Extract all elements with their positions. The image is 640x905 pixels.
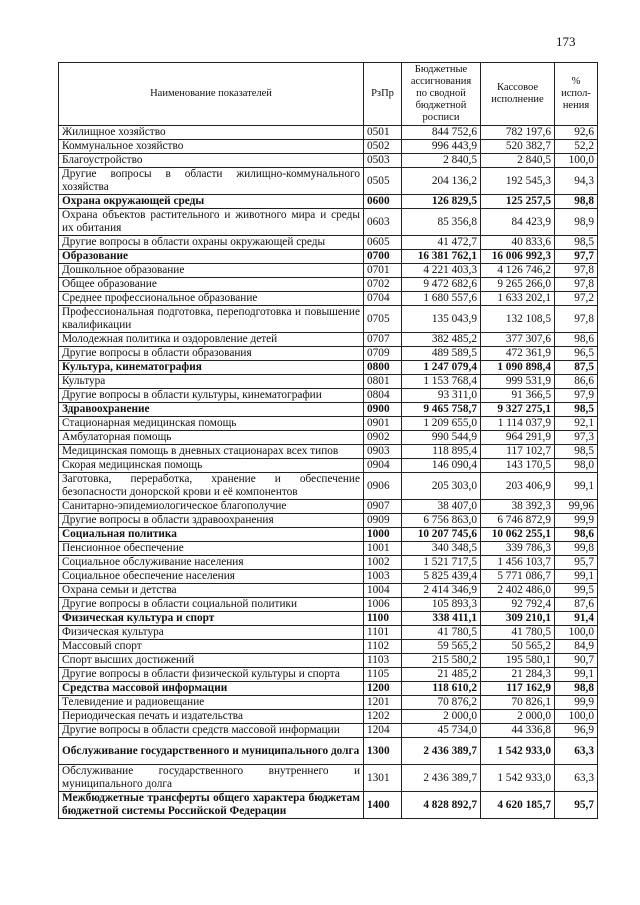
row-code-cell: 1300 — [364, 738, 402, 765]
table-row — [59, 584, 598, 598]
row-execution-percent-cell: 95,7 — [555, 556, 598, 570]
row-cash-execution-cell: 2 402 486,0 — [481, 584, 555, 598]
row-budget-allocations-cell: 1 521 717,5 — [402, 556, 481, 570]
row-cash-execution-cell: 309 210,1 — [481, 612, 555, 626]
row-execution-percent-cell: 99,96 — [555, 500, 598, 514]
table-row — [59, 417, 598, 431]
row-name-cell: Образование — [59, 250, 364, 264]
row-name-cell: Профессиональная подготовка, переподготовка и повышение квалификации — [59, 306, 364, 333]
row-execution-percent-cell: 92,1 — [555, 417, 598, 431]
row-cash-execution-cell: 9 265 266,0 — [481, 278, 555, 292]
row-budget-allocations-cell: 340 348,5 — [402, 542, 481, 556]
row-code-cell: 0901 — [364, 417, 402, 431]
row-code-cell: 0906 — [364, 473, 402, 500]
row-name-cell: Пенсионное обеспечение — [59, 542, 364, 556]
row-budget-allocations-cell: 118 895,4 — [402, 445, 481, 459]
row-cash-execution-cell: 21 284,3 — [481, 668, 555, 682]
row-budget-allocations-cell: 338 411,1 — [402, 612, 481, 626]
row-execution-percent-cell: 97,8 — [555, 264, 598, 278]
row-code-cell: 0900 — [364, 403, 402, 417]
table-row — [59, 542, 598, 556]
row-execution-percent-cell: 92,6 — [555, 126, 598, 140]
row-name-cell: Скорая медицинская помощь — [59, 459, 364, 473]
table-row — [59, 654, 598, 668]
table-row — [59, 724, 598, 738]
row-execution-percent-cell: 99,1 — [555, 668, 598, 682]
row-name-cell: Культура — [59, 375, 364, 389]
row-execution-percent-cell: 100,0 — [555, 154, 598, 168]
row-budget-allocations-cell: 21 485,2 — [402, 668, 481, 682]
table-row — [59, 389, 598, 403]
row-cash-execution-cell: 377 307,6 — [481, 333, 555, 347]
row-code-cell: 1202 — [364, 710, 402, 724]
row-code-cell: 0600 — [364, 195, 402, 209]
row-execution-percent-cell: 97,3 — [555, 431, 598, 445]
row-code-cell: 1000 — [364, 528, 402, 542]
row-budget-allocations-cell: 4 828 892,7 — [402, 792, 481, 819]
table-row — [59, 570, 598, 584]
row-execution-percent-cell: 100,0 — [555, 626, 598, 640]
table-row — [59, 710, 598, 724]
table-row — [59, 250, 598, 264]
row-name-cell: Здравоохранение — [59, 403, 364, 417]
row-code-cell: 0707 — [364, 333, 402, 347]
header-indicator-name: Наименование показателей — [59, 63, 364, 126]
table-row — [59, 598, 598, 612]
row-cash-execution-cell: 4 620 185,7 — [481, 792, 555, 819]
row-code-cell: 0904 — [364, 459, 402, 473]
row-name-cell: Амбулаторная помощь — [59, 431, 364, 445]
row-cash-execution-cell: 1 114 037,9 — [481, 417, 555, 431]
row-budget-allocations-cell: 126 829,5 — [402, 195, 481, 209]
row-execution-percent-cell: 98,5 — [555, 236, 598, 250]
table-body — [59, 126, 598, 819]
row-budget-allocations-cell: 41 472,7 — [402, 236, 481, 250]
row-name-cell: Другие вопросы в области образования — [59, 347, 364, 361]
row-code-cell: 1001 — [364, 542, 402, 556]
row-cash-execution-cell: 92 792,4 — [481, 598, 555, 612]
row-cash-execution-cell: 2 000,0 — [481, 710, 555, 724]
row-cash-execution-cell: 195 580,1 — [481, 654, 555, 668]
table-row — [59, 333, 598, 347]
row-execution-percent-cell: 52,2 — [555, 140, 598, 154]
row-cash-execution-cell: 117 162,9 — [481, 682, 555, 696]
table-row — [59, 126, 598, 140]
row-execution-percent-cell: 99,9 — [555, 514, 598, 528]
row-cash-execution-cell: 84 423,9 — [481, 209, 555, 236]
row-budget-allocations-cell: 996 443,9 — [402, 140, 481, 154]
row-name-cell: Периодическая печать и издательства — [59, 710, 364, 724]
row-budget-allocations-cell: 41 780,5 — [402, 626, 481, 640]
row-budget-allocations-cell: 2 436 389,7 — [402, 738, 481, 765]
table-row — [59, 528, 598, 542]
row-name-cell: Массовый спорт — [59, 640, 364, 654]
row-budget-allocations-cell: 844 752,6 — [402, 126, 481, 140]
row-cash-execution-cell: 2 840,5 — [481, 154, 555, 168]
budget-execution-table — [58, 62, 598, 819]
row-cash-execution-cell: 1 456 103,7 — [481, 556, 555, 570]
row-code-cell: 1102 — [364, 640, 402, 654]
row-name-cell: Спорт высших достижений — [59, 654, 364, 668]
row-budget-allocations-cell: 1 153 768,4 — [402, 375, 481, 389]
row-budget-allocations-cell: 135 043,9 — [402, 306, 481, 333]
row-cash-execution-cell: 192 545,3 — [481, 168, 555, 195]
row-cash-execution-cell: 6 746 872,9 — [481, 514, 555, 528]
row-execution-percent-cell: 94,3 — [555, 168, 598, 195]
row-name-cell: Другие вопросы в области культуры, кинематографии — [59, 389, 364, 403]
row-name-cell: Охрана объектов растительного и животного мира и среды их обитания — [59, 209, 364, 236]
row-cash-execution-cell: 16 006 992,3 — [481, 250, 555, 264]
row-execution-percent-cell: 97,8 — [555, 278, 598, 292]
row-name-cell: Жилищное хозяйство — [59, 126, 364, 140]
row-cash-execution-cell: 70 826,1 — [481, 696, 555, 710]
row-cash-execution-cell: 203 406,9 — [481, 473, 555, 500]
row-code-cell: 0503 — [364, 154, 402, 168]
table-row — [59, 765, 598, 792]
row-name-cell: Дошкольное образование — [59, 264, 364, 278]
row-name-cell: Социальная политика — [59, 528, 364, 542]
table-row — [59, 236, 598, 250]
row-budget-allocations-cell: 489 589,5 — [402, 347, 481, 361]
row-execution-percent-cell: 99,1 — [555, 473, 598, 500]
row-execution-percent-cell: 100,0 — [555, 710, 598, 724]
row-code-cell: 1006 — [364, 598, 402, 612]
row-name-cell: Физическая культура — [59, 626, 364, 640]
table-row — [59, 278, 598, 292]
table-row — [59, 612, 598, 626]
row-cash-execution-cell: 339 786,3 — [481, 542, 555, 556]
row-code-cell: 0702 — [364, 278, 402, 292]
header-cash-execution: Кассовое исполнение — [481, 63, 555, 126]
row-name-cell: Обслуживание государственного и муниципального долга — [59, 738, 364, 765]
row-cash-execution-cell: 472 361,9 — [481, 347, 555, 361]
row-cash-execution-cell: 125 257,5 — [481, 195, 555, 209]
row-cash-execution-cell: 1 542 933,0 — [481, 738, 555, 765]
row-name-cell: Другие вопросы в области социальной политики — [59, 598, 364, 612]
table-row — [59, 195, 598, 209]
row-code-cell: 0907 — [364, 500, 402, 514]
table-row — [59, 431, 598, 445]
row-execution-percent-cell: 98,0 — [555, 459, 598, 473]
row-name-cell: Коммунальное хозяйство — [59, 140, 364, 154]
row-budget-allocations-cell: 59 565,2 — [402, 640, 481, 654]
header-execution-percent: % испол-нения — [555, 63, 598, 126]
table-row — [59, 306, 598, 333]
table-row — [59, 682, 598, 696]
row-cash-execution-cell: 9 327 275,1 — [481, 403, 555, 417]
row-cash-execution-cell: 44 336,8 — [481, 724, 555, 738]
row-execution-percent-cell: 98,5 — [555, 445, 598, 459]
table-row — [59, 556, 598, 570]
row-execution-percent-cell: 97,9 — [555, 389, 598, 403]
row-execution-percent-cell: 98,6 — [555, 333, 598, 347]
row-budget-allocations-cell: 382 485,2 — [402, 333, 481, 347]
row-code-cell: 1003 — [364, 570, 402, 584]
row-cash-execution-cell: 4 126 746,2 — [481, 264, 555, 278]
row-budget-allocations-cell: 1 247 079,4 — [402, 361, 481, 375]
row-execution-percent-cell: 87,6 — [555, 598, 598, 612]
row-name-cell: Другие вопросы в области здравоохранения — [59, 514, 364, 528]
table-row — [59, 473, 598, 500]
table-row — [59, 361, 598, 375]
row-budget-allocations-cell: 38 407,0 — [402, 500, 481, 514]
row-budget-allocations-cell: 9 465 758,7 — [402, 403, 481, 417]
row-execution-percent-cell: 87,5 — [555, 361, 598, 375]
row-name-cell: Общее образование — [59, 278, 364, 292]
row-cash-execution-cell: 38 392,3 — [481, 500, 555, 514]
table-row — [59, 375, 598, 389]
row-cash-execution-cell: 964 291,9 — [481, 431, 555, 445]
table-row — [59, 154, 598, 168]
row-code-cell: 0704 — [364, 292, 402, 306]
row-name-cell: Стационарная медицинская помощь — [59, 417, 364, 431]
header-budget-allocations: Бюджетные ассигнования по сводной бюджетной росписи — [402, 63, 481, 126]
row-budget-allocations-cell: 204 136,2 — [402, 168, 481, 195]
row-execution-percent-cell: 99,5 — [555, 584, 598, 598]
row-execution-percent-cell: 86,6 — [555, 375, 598, 389]
row-execution-percent-cell: 95,7 — [555, 792, 598, 819]
table-row — [59, 668, 598, 682]
table-header-row — [59, 63, 598, 126]
row-name-cell: Межбюджетные трансферты общего характера бюджетам бюджетной системы Российской Федерации — [59, 792, 364, 819]
table-row — [59, 500, 598, 514]
row-cash-execution-cell: 999 531,9 — [481, 375, 555, 389]
page-number: 173 — [556, 34, 576, 49]
row-code-cell: 1002 — [364, 556, 402, 570]
row-budget-allocations-cell: 9 472 682,6 — [402, 278, 481, 292]
row-cash-execution-cell: 1 090 898,4 — [481, 361, 555, 375]
row-code-cell: 0603 — [364, 209, 402, 236]
row-budget-allocations-cell: 16 381 762,1 — [402, 250, 481, 264]
row-code-cell: 0800 — [364, 361, 402, 375]
row-cash-execution-cell: 1 542 933,0 — [481, 765, 555, 792]
table-row — [59, 347, 598, 361]
row-budget-allocations-cell: 105 893,3 — [402, 598, 481, 612]
row-budget-allocations-cell: 45 734,0 — [402, 724, 481, 738]
row-execution-percent-cell: 99,8 — [555, 542, 598, 556]
row-code-cell: 1200 — [364, 682, 402, 696]
row-cash-execution-cell: 1 633 202,1 — [481, 292, 555, 306]
row-name-cell: Другие вопросы в области физической культуры и спорта — [59, 668, 364, 682]
row-execution-percent-cell: 91,4 — [555, 612, 598, 626]
row-execution-percent-cell: 98,8 — [555, 195, 598, 209]
row-execution-percent-cell: 98,9 — [555, 209, 598, 236]
table-row — [59, 514, 598, 528]
row-code-cell: 1301 — [364, 765, 402, 792]
row-cash-execution-cell: 41 780,5 — [481, 626, 555, 640]
row-execution-percent-cell: 97,2 — [555, 292, 598, 306]
row-code-cell: 0801 — [364, 375, 402, 389]
row-budget-allocations-cell: 93 311,0 — [402, 389, 481, 403]
row-code-cell: 1105 — [364, 668, 402, 682]
row-execution-percent-cell: 97,8 — [555, 306, 598, 333]
table-row — [59, 403, 598, 417]
table-row — [59, 292, 598, 306]
row-execution-percent-cell: 99,9 — [555, 696, 598, 710]
row-execution-percent-cell: 98,8 — [555, 682, 598, 696]
row-code-cell: 1004 — [364, 584, 402, 598]
row-budget-allocations-cell: 10 207 745,6 — [402, 528, 481, 542]
row-budget-allocations-cell: 70 876,2 — [402, 696, 481, 710]
row-budget-allocations-cell: 990 544,9 — [402, 431, 481, 445]
row-cash-execution-cell: 91 366,5 — [481, 389, 555, 403]
row-cash-execution-cell: 10 062 255,1 — [481, 528, 555, 542]
row-code-cell: 1100 — [364, 612, 402, 626]
row-code-cell: 0701 — [364, 264, 402, 278]
table-row — [59, 445, 598, 459]
row-code-cell: 0902 — [364, 431, 402, 445]
row-execution-percent-cell: 63,3 — [555, 738, 598, 765]
row-name-cell: Молодежная политика и оздоровление детей — [59, 333, 364, 347]
row-name-cell: Медицинская помощь в дневных стационарах всех типов — [59, 445, 364, 459]
row-budget-allocations-cell: 2 000,0 — [402, 710, 481, 724]
row-execution-percent-cell: 99,1 — [555, 570, 598, 584]
row-execution-percent-cell: 97,7 — [555, 250, 598, 264]
row-name-cell: Другие вопросы в области средств массовой информации — [59, 724, 364, 738]
table-row — [59, 696, 598, 710]
row-budget-allocations-cell: 2 436 389,7 — [402, 765, 481, 792]
row-code-cell: 0903 — [364, 445, 402, 459]
row-name-cell: Среднее профессиональное образование — [59, 292, 364, 306]
row-cash-execution-cell: 143 170,5 — [481, 459, 555, 473]
row-budget-allocations-cell: 5 825 439,4 — [402, 570, 481, 584]
table-row — [59, 168, 598, 195]
row-cash-execution-cell: 5 771 086,7 — [481, 570, 555, 584]
row-budget-allocations-cell: 1 680 557,6 — [402, 292, 481, 306]
row-code-cell: 0804 — [364, 389, 402, 403]
table-row — [59, 140, 598, 154]
table-row — [59, 264, 598, 278]
row-name-cell: Физическая культура и спорт — [59, 612, 364, 626]
row-budget-allocations-cell: 146 090,4 — [402, 459, 481, 473]
table-row — [59, 792, 598, 819]
table-row — [59, 640, 598, 654]
row-execution-percent-cell: 84,9 — [555, 640, 598, 654]
header-section-code: РзПр — [364, 63, 402, 126]
row-code-cell: 0501 — [364, 126, 402, 140]
row-cash-execution-cell: 132 108,5 — [481, 306, 555, 333]
row-name-cell: Благоустройство — [59, 154, 364, 168]
table-row — [59, 738, 598, 765]
table-row — [59, 626, 598, 640]
row-name-cell: Культура, кинематография — [59, 361, 364, 375]
row-name-cell: Другие вопросы в области охраны окружающей среды — [59, 236, 364, 250]
row-budget-allocations-cell: 1 209 655,0 — [402, 417, 481, 431]
row-code-cell: 0909 — [364, 514, 402, 528]
row-cash-execution-cell: 40 833,6 — [481, 236, 555, 250]
row-cash-execution-cell: 117 102,7 — [481, 445, 555, 459]
row-code-cell: 1204 — [364, 724, 402, 738]
row-execution-percent-cell: 96,9 — [555, 724, 598, 738]
row-name-cell: Охрана окружающей среды — [59, 195, 364, 209]
row-code-cell: 0505 — [364, 168, 402, 195]
table-row — [59, 209, 598, 236]
row-name-cell: Средства массовой информации — [59, 682, 364, 696]
row-budget-allocations-cell: 2 840,5 — [402, 154, 481, 168]
row-execution-percent-cell: 96,5 — [555, 347, 598, 361]
row-budget-allocations-cell: 4 221 403,3 — [402, 264, 481, 278]
row-name-cell: Другие вопросы в области жилищно-коммунального хозяйства — [59, 168, 364, 195]
row-execution-percent-cell: 90,7 — [555, 654, 598, 668]
row-code-cell: 1101 — [364, 626, 402, 640]
row-cash-execution-cell: 520 382,7 — [481, 140, 555, 154]
row-code-cell: 1201 — [364, 696, 402, 710]
row-cash-execution-cell: 782 197,6 — [481, 126, 555, 140]
row-cash-execution-cell: 50 565,2 — [481, 640, 555, 654]
row-budget-allocations-cell: 118 610,2 — [402, 682, 481, 696]
table-row — [59, 459, 598, 473]
row-code-cell: 1400 — [364, 792, 402, 819]
row-execution-percent-cell: 63,3 — [555, 765, 598, 792]
row-code-cell: 0502 — [364, 140, 402, 154]
row-budget-allocations-cell: 215 580,2 — [402, 654, 481, 668]
row-code-cell: 0700 — [364, 250, 402, 264]
row-execution-percent-cell: 98,5 — [555, 403, 598, 417]
row-name-cell: Социальное обслуживание населения — [59, 556, 364, 570]
row-budget-allocations-cell: 6 756 863,0 — [402, 514, 481, 528]
row-name-cell: Санитарно-эпидемиологическое благополучие — [59, 500, 364, 514]
row-budget-allocations-cell: 205 303,0 — [402, 473, 481, 500]
row-name-cell: Охрана семьи и детства — [59, 584, 364, 598]
row-name-cell: Обслуживание государственного внутреннего и муниципального долга — [59, 765, 364, 792]
row-name-cell: Заготовка, переработка, хранение и обеспечение безопасности донорской крови и её компонентов — [59, 473, 364, 500]
row-name-cell: Телевидение и радиовещание — [59, 696, 364, 710]
row-code-cell: 0705 — [364, 306, 402, 333]
row-code-cell: 0709 — [364, 347, 402, 361]
row-budget-allocations-cell: 2 414 346,9 — [402, 584, 481, 598]
row-budget-allocations-cell: 85 356,8 — [402, 209, 481, 236]
row-code-cell: 0605 — [364, 236, 402, 250]
row-name-cell: Социальное обеспечение населения — [59, 570, 364, 584]
row-code-cell: 1103 — [364, 654, 402, 668]
row-execution-percent-cell: 98,6 — [555, 528, 598, 542]
